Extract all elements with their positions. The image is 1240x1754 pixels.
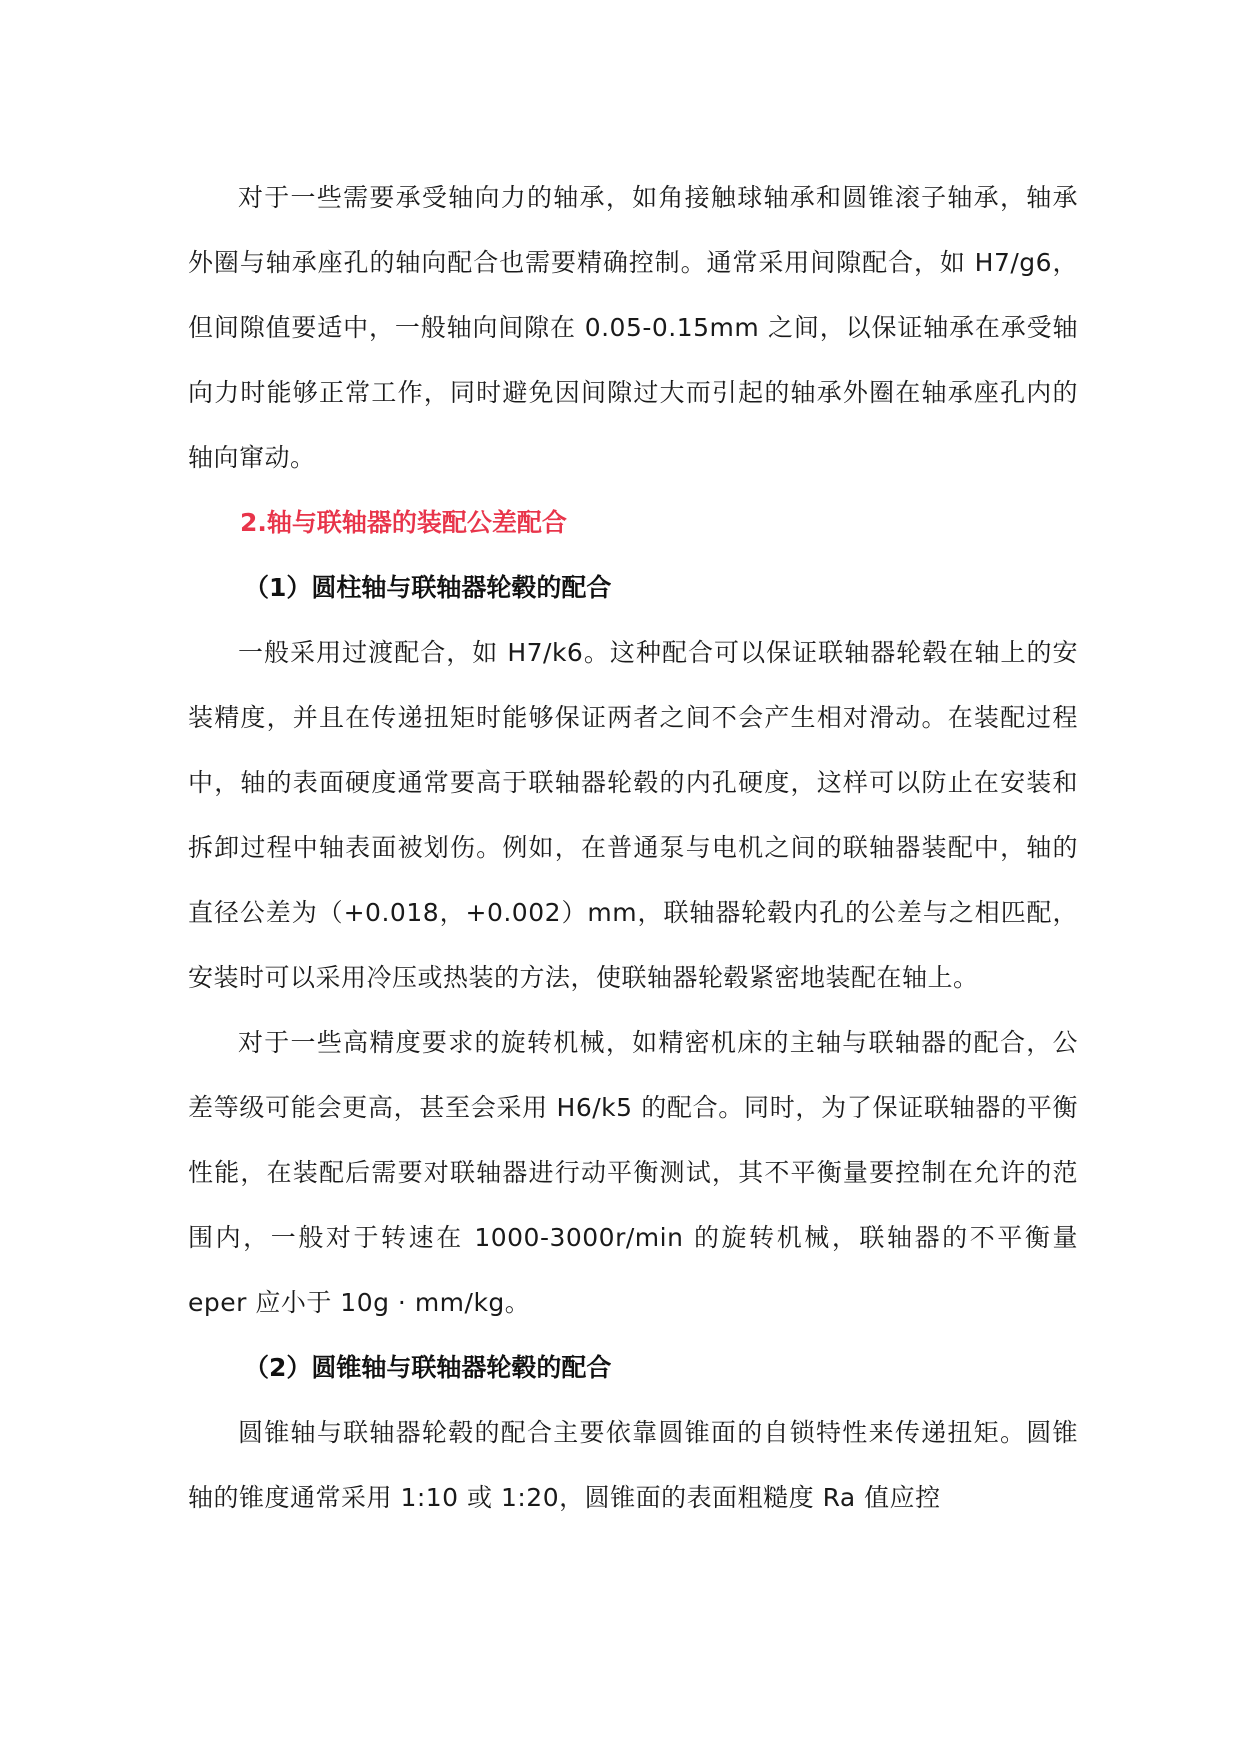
paragraph-axial-fit: 对于一些需要承受轴向力的轴承，如角接触球轴承和圆锥滚子轴承，轴承外圈与轴承座孔的轴向配合也需要精确控制。通常采用间隙配合，如 H7/g6，但间隙值要适中，一般轴向间隙在 0.05-0.15mm 之间，以保证轴承在承受轴向力时能够正常工作，同时避免因间隙过大而引起的轴承外圈在轴承座孔内的轴向窜动。 <box>188 183 1078 472</box>
section-heading-coupling-fit: 2.轴与联轴器的装配公差配合 <box>240 508 567 537</box>
document-page <box>188 165 1078 1530</box>
paragraph-transition-fit: 一般采用过渡配合，如 H7/k6。这种配合可以保证联轴器轮毂在轴上的安装精度，并且在传递扭矩时能够保证两者之间不会产生相对滑动。在装配过程中，轴的表面硬度通常要高于联轴器轮毂的内孔硬度，这样可以防止在安装和拆卸过程中轴表面被划伤。例如，在普通泵与电机之间的联轴器装配中，轴的直径公差为（+0.018，+0.002）mm，联轴器轮毂内孔的公差与之相匹配，安装时可以采用冷压或热装的方法，使联轴器轮毂紧密地装配在轴上。 <box>188 638 1078 992</box>
paragraph-tapered-fit: 圆锥轴与联轴器轮毂的配合主要依靠圆锥面的自锁特性来传递扭矩。圆锥轴的锥度通常采用 1:10 或 1:20，圆锥面的表面粗糙度 Ra 值应控 <box>188 1418 1078 1512</box>
paragraph-high-precision: 对于一些高精度要求的旋转机械，如精密机床的主轴与联轴器的配合，公差等级可能会更高，甚至会采用 H6/k5 的配合。同时，为了保证联轴器的平衡性能，在装配后需要对联轴器进行动平衡测试，其不平衡量要控制在允许的范围内，一般对于转速在 1000-3000r/min 的旋转机械，联轴器的不平衡量 eper 应小于 10g · mm/kg。 <box>188 1028 1078 1317</box>
subheading-tapered-shaft: （2）圆锥轴与联轴器轮毂的配合 <box>244 1353 612 1382</box>
subheading-cylindrical-shaft: （1）圆柱轴与联轴器轮毂的配合 <box>244 573 612 602</box>
